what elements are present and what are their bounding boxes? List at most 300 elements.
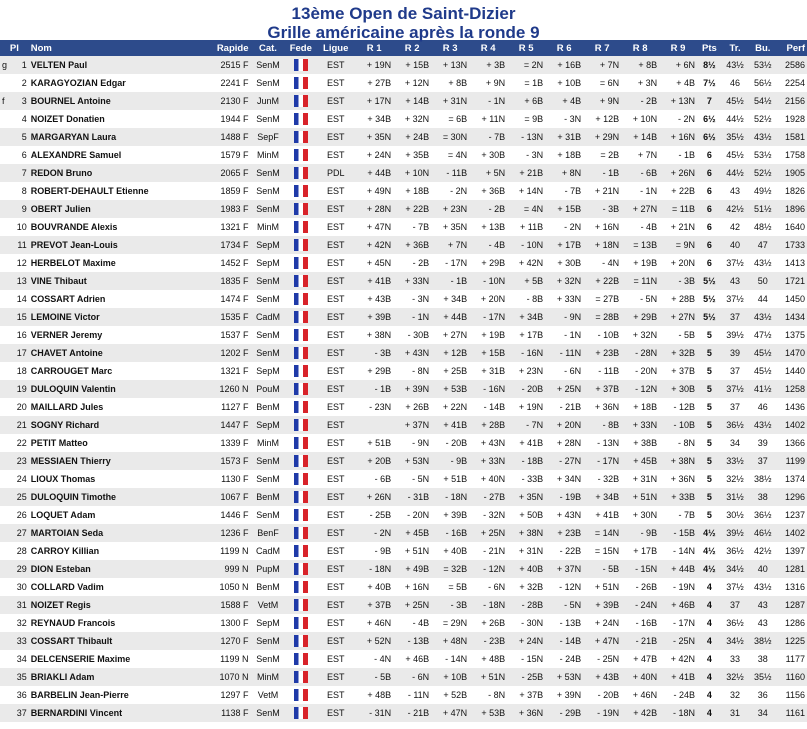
round-result-8: + 31N	[621, 470, 659, 488]
table-row[interactable]	[0, 398, 807, 416]
column-header[interactable]: Perf	[777, 40, 807, 56]
tiebreak-tr-cell: 35½	[722, 128, 749, 146]
tiebreak-bu-cell: 38	[748, 488, 777, 506]
round-result-3: + 7N	[431, 236, 469, 254]
table-row[interactable]	[0, 524, 807, 542]
round-result-1: + 19N	[355, 56, 393, 74]
column-header[interactable]: Tr.	[722, 40, 749, 56]
round-result-8: + 27N	[621, 200, 659, 218]
tiebreak-bu-cell: 45½	[748, 344, 777, 362]
rank-cell	[0, 614, 29, 632]
france-flag-icon	[294, 221, 308, 233]
round-result-5: - 20B	[507, 380, 545, 398]
rank-cell	[0, 326, 29, 344]
performance-cell: 1177	[777, 650, 807, 668]
category-cell: SenM	[251, 704, 286, 722]
round-result-1: + 44B	[355, 164, 393, 182]
round-result-6: + 28N	[545, 434, 583, 452]
tiebreak-tr-cell: 31½	[722, 488, 749, 506]
table-row[interactable]	[0, 668, 807, 686]
player-name: LEMOINE Victor	[29, 308, 201, 326]
round-result-4: - 21N	[469, 542, 507, 560]
table-row[interactable]	[0, 272, 807, 290]
rating-cell: 1835 F	[201, 272, 250, 290]
round-result-5: + 5B	[507, 272, 545, 290]
round-result-7: - 1B	[583, 164, 621, 182]
player-name: PREVOT Jean-Louis	[29, 236, 201, 254]
category-cell: SepM	[251, 362, 286, 380]
round-result-7: - 32B	[583, 470, 621, 488]
round-result-6: + 18B	[545, 146, 583, 164]
category-cell: SenM	[251, 290, 286, 308]
rank-value: 33	[16, 636, 27, 646]
table-row[interactable]	[0, 74, 807, 92]
fede-cell	[285, 578, 316, 596]
round-result-1: + 41B	[355, 272, 393, 290]
rating-cell: 1321 F	[201, 218, 250, 236]
league-cell: EST	[316, 596, 355, 614]
league-cell: EST	[316, 362, 355, 380]
round-result-8: + 42B	[621, 704, 659, 722]
column-header[interactable]: R 4	[469, 40, 507, 56]
table-row[interactable]	[0, 200, 807, 218]
column-header[interactable]: Pts	[697, 40, 722, 56]
category-cell: BenM	[251, 398, 286, 416]
round-result-6: + 34N	[545, 470, 583, 488]
table-row[interactable]	[0, 704, 807, 722]
round-result-9: + 42N	[659, 650, 697, 668]
tiebreak-tr-cell: 46	[722, 74, 749, 92]
league-cell: EST	[316, 254, 355, 272]
round-result-1: - 31N	[355, 704, 393, 722]
round-result-9: + 4B	[659, 74, 697, 92]
points-cell: 5½	[697, 290, 722, 308]
round-result-5: + 21B	[507, 164, 545, 182]
rank-value: 5	[21, 132, 27, 142]
rank-cell	[0, 344, 29, 362]
round-result-5: + 38N	[507, 524, 545, 542]
rating-cell: 1488 F	[201, 128, 250, 146]
tiebreak-bu-cell: 42½	[748, 542, 777, 560]
tiebreak-tr-cell: 30½	[722, 506, 749, 524]
player-name: HERBELOT Maxime	[29, 254, 201, 272]
table-row[interactable]	[0, 218, 807, 236]
player-name: BOURNEL Antoine	[29, 92, 201, 110]
player-name: BERNARDINI Vincent	[29, 704, 201, 722]
round-result-9: + 22B	[659, 182, 697, 200]
tiebreak-bu-cell: 52½	[748, 164, 777, 182]
round-result-5: - 13N	[507, 128, 545, 146]
player-name: CARROY Killian	[29, 542, 201, 560]
round-result-4: - 16N	[469, 380, 507, 398]
table-row[interactable]	[0, 488, 807, 506]
round-result-3: - 9B	[431, 452, 469, 470]
column-header[interactable]: Cat.	[251, 40, 286, 56]
round-result-1: + 24N	[355, 146, 393, 164]
rank-cell	[0, 398, 29, 416]
round-result-7: = 6N	[583, 74, 621, 92]
round-result-8: - 28N	[621, 344, 659, 362]
column-header[interactable]: R 5	[507, 40, 545, 56]
column-header[interactable]: R 6	[545, 40, 583, 56]
france-flag-icon	[294, 635, 308, 647]
round-result-1: + 40B	[355, 578, 393, 596]
table-row[interactable]	[0, 632, 807, 650]
rank-cell	[0, 128, 29, 146]
france-flag-icon	[294, 401, 308, 413]
rating-cell: 1067 F	[201, 488, 250, 506]
round-result-7: = 14N	[583, 524, 621, 542]
rank-value: 15	[16, 312, 27, 322]
points-cell: 5	[697, 452, 722, 470]
table-row[interactable]	[0, 128, 807, 146]
round-result-9: + 36N	[659, 470, 697, 488]
performance-cell: 1374	[777, 470, 807, 488]
performance-cell: 1733	[777, 236, 807, 254]
rank-value: 12	[16, 258, 27, 268]
round-result-1: + 48B	[355, 686, 393, 704]
league-cell: EST	[316, 704, 355, 722]
round-result-6: - 2N	[545, 218, 583, 236]
player-name: DELCENSERIE Maxime	[29, 650, 201, 668]
category-cell: PouM	[251, 380, 286, 398]
round-result-2: + 43N	[393, 344, 431, 362]
round-result-2: - 30B	[393, 326, 431, 344]
round-result-6: + 8N	[545, 164, 583, 182]
table-row[interactable]	[0, 614, 807, 632]
tiebreak-bu-cell: 48½	[748, 218, 777, 236]
tiebreak-bu-cell: 43	[748, 614, 777, 632]
france-flag-icon	[294, 455, 308, 467]
round-result-2: - 6N	[393, 668, 431, 686]
player-name: REDON Bruno	[29, 164, 201, 182]
column-header[interactable]: Bu.	[748, 40, 777, 56]
column-header[interactable]: Fede	[285, 40, 316, 56]
round-result-8: + 10N	[621, 110, 659, 128]
round-result-1: - 9B	[355, 542, 393, 560]
table-row[interactable]	[0, 380, 807, 398]
player-name: MARGARYAN Laura	[29, 128, 201, 146]
fede-cell	[285, 524, 316, 542]
rank-cell	[0, 362, 29, 380]
round-result-4: + 31B	[469, 362, 507, 380]
fede-cell	[285, 290, 316, 308]
column-header[interactable]: R 9	[659, 40, 697, 56]
round-result-8: + 3N	[621, 74, 659, 92]
round-result-1: - 18N	[355, 560, 393, 578]
tiebreak-bu-cell: 50	[748, 272, 777, 290]
round-result-9: - 14N	[659, 542, 697, 560]
table-row[interactable]	[0, 308, 807, 326]
rank-cell	[0, 56, 29, 74]
round-result-1: - 1B	[355, 380, 393, 398]
tiebreak-tr-cell: 37	[722, 398, 749, 416]
round-result-4: - 32N	[469, 506, 507, 524]
rank-value: 32	[16, 618, 27, 628]
player-name: OBERT Julien	[29, 200, 201, 218]
points-cell: 6½	[697, 110, 722, 128]
round-result-7: + 16N	[583, 218, 621, 236]
france-flag-icon	[294, 689, 308, 701]
round-result-6: - 7B	[545, 182, 583, 200]
rating-cell: 999 N	[201, 560, 250, 578]
tiebreak-tr-cell: 37½	[722, 380, 749, 398]
category-cell: SenM	[251, 344, 286, 362]
rating-cell: 1983 F	[201, 200, 250, 218]
round-result-4: - 1N	[469, 92, 507, 110]
column-header[interactable]: Rapide	[201, 40, 250, 56]
table-row[interactable]	[0, 236, 807, 254]
round-result-9: - 3B	[659, 272, 697, 290]
tiebreak-bu-cell: 43½	[748, 308, 777, 326]
round-result-4: + 40N	[469, 470, 507, 488]
rank-cell	[0, 254, 29, 272]
points-cell: 5½	[697, 272, 722, 290]
round-result-9: + 32B	[659, 344, 697, 362]
round-result-6: - 11N	[545, 344, 583, 362]
round-result-1: - 2N	[355, 524, 393, 542]
table-row[interactable]	[0, 182, 807, 200]
round-result-2: + 45B	[393, 524, 431, 542]
column-header[interactable]: R 3	[431, 40, 469, 56]
round-result-3: - 16B	[431, 524, 469, 542]
round-result-2: + 16N	[393, 578, 431, 596]
round-result-3: = 29N	[431, 614, 469, 632]
table-row[interactable]	[0, 56, 807, 74]
round-result-4: + 53B	[469, 704, 507, 722]
round-result-5: + 24N	[507, 632, 545, 650]
league-cell: EST	[316, 560, 355, 578]
column-header[interactable]: R 8	[621, 40, 659, 56]
round-result-2: + 51N	[393, 542, 431, 560]
table-row[interactable]	[0, 452, 807, 470]
fede-cell	[285, 74, 316, 92]
round-result-7: + 37B	[583, 380, 621, 398]
round-result-9: + 26N	[659, 164, 697, 182]
rating-cell: 1127 F	[201, 398, 250, 416]
points-cell: 6	[697, 254, 722, 272]
page-title: 13ème Open de Saint-Dizier	[291, 4, 516, 23]
points-cell: 5	[697, 326, 722, 344]
round-result-9: + 46B	[659, 596, 697, 614]
round-result-6: - 27N	[545, 452, 583, 470]
performance-cell: 1826	[777, 182, 807, 200]
round-result-9: - 1B	[659, 146, 697, 164]
rank-value: 37	[16, 708, 27, 718]
tiebreak-tr-cell: 42	[722, 218, 749, 236]
table-row[interactable]	[0, 164, 807, 182]
table-row[interactable]	[0, 578, 807, 596]
column-header[interactable]: R 1	[355, 40, 393, 56]
performance-cell: 1434	[777, 308, 807, 326]
player-name: NOIZET Donatien	[29, 110, 201, 128]
table-row[interactable]	[0, 470, 807, 488]
points-cell: 4½	[697, 542, 722, 560]
table-row[interactable]	[0, 434, 807, 452]
performance-cell: 1905	[777, 164, 807, 182]
rank-value: 6	[21, 150, 27, 160]
rating-cell: 1944 F	[201, 110, 250, 128]
round-result-9: - 2N	[659, 110, 697, 128]
round-result-2: + 12N	[393, 74, 431, 92]
league-cell: PDL	[316, 164, 355, 182]
round-result-7: + 41B	[583, 506, 621, 524]
fede-cell	[285, 686, 316, 704]
round-result-2: - 1N	[393, 308, 431, 326]
column-header[interactable]: Ligue	[316, 40, 355, 56]
tiebreak-tr-cell: 37	[722, 308, 749, 326]
points-cell: 5	[697, 380, 722, 398]
round-result-8: + 8B	[621, 56, 659, 74]
points-cell: 5	[697, 434, 722, 452]
rank-cell	[0, 308, 29, 326]
player-name: NOIZET Regis	[29, 596, 201, 614]
round-result-6: + 39N	[545, 686, 583, 704]
france-flag-icon	[294, 347, 308, 359]
round-result-8: + 18B	[621, 398, 659, 416]
fede-cell	[285, 650, 316, 668]
points-cell: 7½	[697, 74, 722, 92]
round-result-7: - 13N	[583, 434, 621, 452]
rank-cell	[0, 92, 29, 110]
france-flag-icon	[294, 509, 308, 521]
category-cell: BenM	[251, 578, 286, 596]
round-result-4: + 51N	[469, 668, 507, 686]
rank-value: 25	[16, 492, 27, 502]
category-cell: MinM	[251, 218, 286, 236]
rank-value: 17	[16, 348, 27, 358]
rank-cell	[0, 506, 29, 524]
table-row[interactable]	[0, 542, 807, 560]
table-row[interactable]	[0, 650, 807, 668]
round-result-6: - 19B	[545, 488, 583, 506]
round-result-7: + 24N	[583, 614, 621, 632]
category-cell: JunM	[251, 92, 286, 110]
table-row[interactable]	[0, 92, 807, 110]
column-header[interactable]: R 7	[583, 40, 621, 56]
rating-cell: 1199 N	[201, 542, 250, 560]
rank-value: 1	[21, 60, 27, 70]
column-header[interactable]: Pl	[0, 40, 29, 56]
round-result-5: - 33B	[507, 470, 545, 488]
round-result-4: - 6N	[469, 578, 507, 596]
round-result-2: - 3N	[393, 290, 431, 308]
player-name: BOUVRANDE Alexis	[29, 218, 201, 236]
table-row[interactable]	[0, 560, 807, 578]
round-result-5: - 16N	[507, 344, 545, 362]
tiebreak-bu-cell: 44	[748, 290, 777, 308]
round-result-3: + 34B	[431, 290, 469, 308]
round-result-2: + 26B	[393, 398, 431, 416]
fede-cell	[285, 614, 316, 632]
category-cell: SenM	[251, 326, 286, 344]
round-result-2: + 14B	[393, 92, 431, 110]
table-row[interactable]	[0, 290, 807, 308]
round-result-3: + 35N	[431, 218, 469, 236]
round-result-1: + 26N	[355, 488, 393, 506]
tiebreak-bu-cell: 45½	[748, 362, 777, 380]
category-cell: PupM	[251, 560, 286, 578]
france-flag-icon	[294, 581, 308, 593]
table-row[interactable]	[0, 110, 807, 128]
france-flag-icon	[294, 203, 308, 215]
tiebreak-tr-cell: 37½	[722, 578, 749, 596]
table-row[interactable]	[0, 146, 807, 164]
rank-value: 11	[17, 240, 27, 250]
table-row[interactable]	[0, 506, 807, 524]
table-row[interactable]	[0, 596, 807, 614]
player-name: PETIT Matteo	[29, 434, 201, 452]
round-result-6: - 5N	[545, 596, 583, 614]
column-header[interactable]: R 2	[393, 40, 431, 56]
tiebreak-tr-cell: 32	[722, 686, 749, 704]
league-cell: EST	[316, 668, 355, 686]
round-result-8: - 1N	[621, 182, 659, 200]
round-result-2: + 15B	[393, 56, 431, 74]
round-result-2: - 5N	[393, 470, 431, 488]
rating-cell: 1260 N	[201, 380, 250, 398]
round-result-3: + 40B	[431, 542, 469, 560]
round-result-9: + 28B	[659, 290, 697, 308]
rank-cell	[0, 290, 29, 308]
round-result-9: - 19N	[659, 578, 697, 596]
table-row[interactable]	[0, 686, 807, 704]
league-cell: EST	[316, 416, 355, 434]
round-result-5: - 30N	[507, 614, 545, 632]
table-row[interactable]	[0, 344, 807, 362]
round-result-8: - 4B	[621, 218, 659, 236]
rank-value: 9	[21, 204, 27, 214]
column-header[interactable]: Nom	[29, 40, 201, 56]
table-row[interactable]	[0, 416, 807, 434]
fede-cell	[285, 704, 316, 722]
category-cell: CadM	[251, 542, 286, 560]
category-cell: SepM	[251, 236, 286, 254]
france-flag-icon	[294, 617, 308, 629]
rating-cell: 1130 F	[201, 470, 250, 488]
rank-cell	[0, 182, 29, 200]
page-header	[0, 0, 807, 40]
round-result-9: - 24B	[659, 686, 697, 704]
player-name: BARBELIN Jean-Pierre	[29, 686, 201, 704]
category-cell: SenM	[251, 200, 286, 218]
table-row[interactable]	[0, 326, 807, 344]
tiebreak-bu-cell: 54½	[748, 92, 777, 110]
round-result-6: + 15B	[545, 200, 583, 218]
league-cell: EST	[316, 614, 355, 632]
france-flag-icon	[294, 527, 308, 539]
performance-cell: 1160	[777, 668, 807, 686]
round-result-6: - 13B	[545, 614, 583, 632]
league-cell: EST	[316, 650, 355, 668]
tiebreak-bu-cell: 43	[748, 596, 777, 614]
table-row[interactable]	[0, 362, 807, 380]
fede-cell	[285, 452, 316, 470]
round-result-2: - 31B	[393, 488, 431, 506]
table-row[interactable]	[0, 254, 807, 272]
tiebreak-tr-cell: 36½	[722, 614, 749, 632]
round-result-3: + 27N	[431, 326, 469, 344]
tiebreak-tr-cell: 37	[722, 362, 749, 380]
rating-cell: 1138 F	[201, 704, 250, 722]
performance-cell: 1316	[777, 578, 807, 596]
rank-value: 35	[16, 672, 27, 682]
round-result-6: + 30B	[545, 254, 583, 272]
standings-table	[0, 40, 807, 722]
rank-value: 22	[16, 438, 27, 448]
round-result-6: + 23B	[545, 524, 583, 542]
rating-cell: 1859 F	[201, 182, 250, 200]
